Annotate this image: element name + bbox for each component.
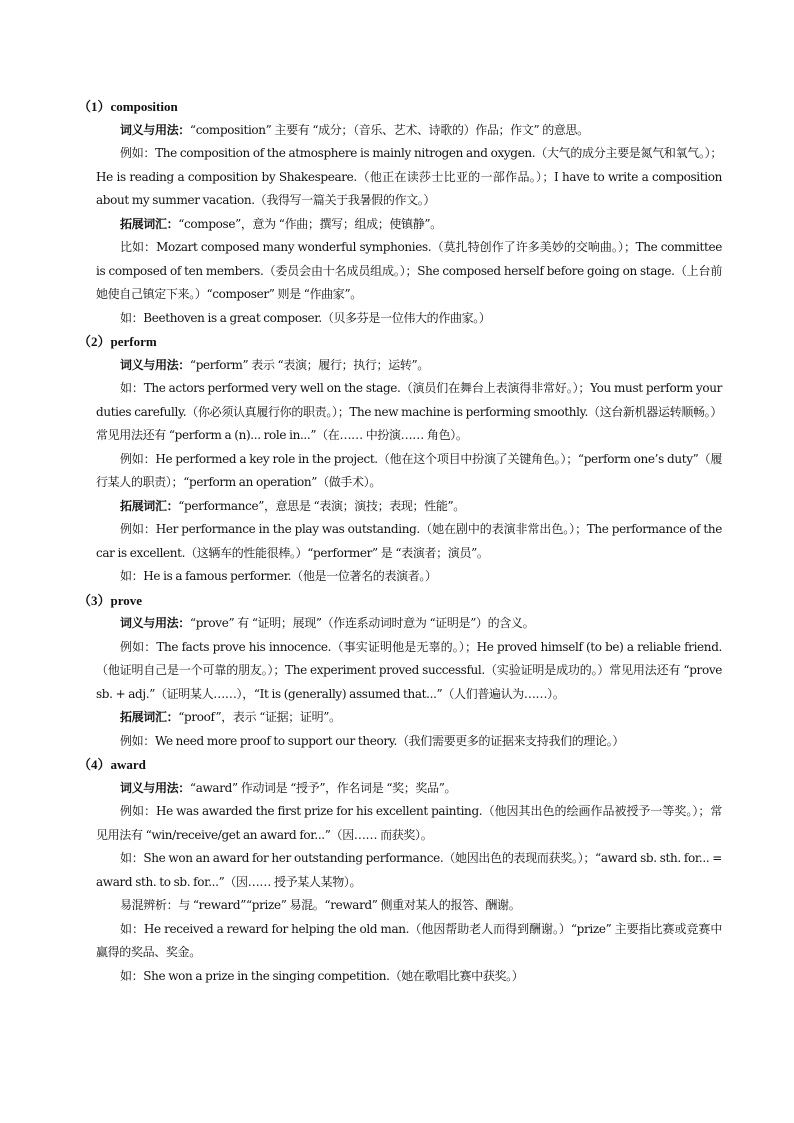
section-heading: （2）perform (78, 334, 157, 349)
paragraph-text: “performance”，意思是 “表演；演技；表现；性能”。 (178, 498, 465, 513)
paragraph-text: 例如：The facts prove his innocence.（事实证明他是无辜的。）；He proved himself (to be) a reliable friend.（他证明自己是一个可靠的朋友。）；The experiment proved successful.（实验证明是成功的。）常见用法还有 “prove sb. + adj.”（证明某人……），“It is (generally) assumed that...”（人们普遍认为……）。 (96, 639, 722, 701)
paragraph (96, 800, 722, 847)
paragraph-text: “proof”，表示 “证据；证明”。 (178, 710, 341, 724)
paragraph-text: 易混辨析：与 “reward”“prize” 易混。“reward” 侧重对某人的报答、酬谢。 (120, 898, 521, 912)
paragraph (96, 847, 722, 894)
paragraph-label: 词义与用法： (120, 122, 190, 137)
paragraph-text: 如：He received a reward for helping the old man.（他因帮助老人而得到酬谢。）“prize” 主要指比赛或竞赛中赢得的奖品、奖金。 (96, 921, 722, 959)
paragraph-text: “prove” 有 “证明；展现”（作连系动词时意为 “证明是”）的含义。 (189, 616, 535, 630)
paragraph (96, 307, 722, 331)
paragraph (96, 495, 722, 519)
paragraph-text: 比如：Mozart composed many wonderful symphonies.（莫扎特创作了许多美妙的交响曲。）；The committee is composed of ten members.（委员会由十名成员组成。）；She composed herself before going on stage.（上台前她使自己镇定下来。）“composer” 则是 “作曲家”。 (96, 240, 722, 301)
paragraph (96, 894, 722, 918)
paragraph (96, 448, 722, 495)
section-award (78, 753, 722, 988)
paragraph (96, 706, 722, 730)
paragraph-label: 拓展词汇： (120, 216, 179, 231)
paragraph-label: 词义与用法： (120, 780, 190, 795)
paragraph-text: 例如：Her performance in the play was outstanding.（她在剧中的表演非常出色。）；The performance of the car is excellent.（这辆车的性能很棒。）“performer” 是 “表演者；演员”。 (96, 522, 722, 560)
paragraph (96, 636, 722, 707)
paragraph (96, 965, 722, 989)
paragraph (96, 565, 722, 589)
section-composition (78, 95, 722, 330)
paragraph-label: 拓展词汇： (120, 710, 179, 724)
section-heading: （1）composition (78, 99, 178, 114)
paragraph-text: 例如：We need more proof to support our theory.（我们需要更多的证据来支持我们的理论。） (120, 733, 625, 748)
paragraph-text: 如：She won a prize in the singing competition.（她在歌唱比赛中获奖。） (120, 968, 524, 983)
paragraph (96, 119, 722, 143)
paragraph-label: 拓展词汇： (120, 498, 179, 513)
paragraph-text: 例如：He was awarded the first prize for his excellent painting.（他因其出色的绘画作品被授予一等奖。）；常见用法有 “win/receive/get an award for...”（因…… 而获奖）。 (96, 804, 722, 842)
paragraph-text: 如：She won an award for her outstanding performance.（她因出色的表现而获奖。）；“award sb. sth. for... = award sth. to sb. for...”（因…… 授予某人某物）。 (96, 851, 722, 889)
section-perform (78, 330, 722, 589)
section-heading: （4）award (78, 757, 146, 772)
paragraph-text: 如：The actors performed very well on the stage.（演员们在舞台上表演得非常好。）；You must perform your duties carefully.（你必须认真履行你的职责。）；The new machine is performing smoothly.（这台新机器运转顺畅。）常见用法还有 “perform a (n)... role in...”（在…… 中扮演…… 角色）。 (96, 381, 722, 442)
paragraph (96, 518, 722, 565)
paragraph (96, 377, 722, 448)
paragraph-text: 如：He is a famous performer.（他是一位著名的表演者。） (120, 569, 437, 583)
section-heading: （3）prove (78, 592, 143, 608)
paragraph-text: “award” 作动词是 “授予”，作名词是 “奖；奖品”。 (189, 780, 457, 795)
paragraph (96, 777, 722, 801)
paragraph-text: “composition” 主要有 “成分；（音乐、艺术、诗歌的）作品；作文” 的意思。 (189, 122, 589, 137)
paragraph (96, 236, 722, 307)
paragraph (96, 918, 722, 965)
paragraph (96, 142, 722, 213)
paragraph-label: 词义与用法： (120, 616, 190, 630)
paragraph-text: 例如：He performed a key role in the project.（他在这个项目中扮演了关键角色。）；“perform one’s duty”（履行某人的职责）；“perform an operation”（做手术）。 (96, 451, 722, 489)
paragraph (96, 354, 722, 378)
document-page (78, 95, 722, 988)
section-prove (78, 589, 722, 754)
paragraph-label: 词义与用法： (120, 357, 190, 372)
paragraph (96, 730, 722, 754)
paragraph-text: “perform” 表示 “表演；履行；执行；运转”。 (189, 357, 429, 372)
paragraph-text: 如：Beethoven is a great composer.（贝多芬是一位伟大的作曲家。） (120, 310, 491, 325)
paragraph (96, 213, 722, 237)
paragraph-text: “compose”，意为 “作曲；撰写；组成；使镇静”。 (178, 216, 442, 231)
paragraph (96, 612, 722, 636)
paragraph-text: 例如：The composition of the atmosphere is mainly nitrogen and oxygen.（大气的成分主要是氮气和氧气。）；He is reading a composition by Shakespeare.（他正在读莎士比亚的一部作品。）；I have to write a composition about my summer vacation.（我得写一篇关于我暑假的作文。） (96, 146, 722, 207)
